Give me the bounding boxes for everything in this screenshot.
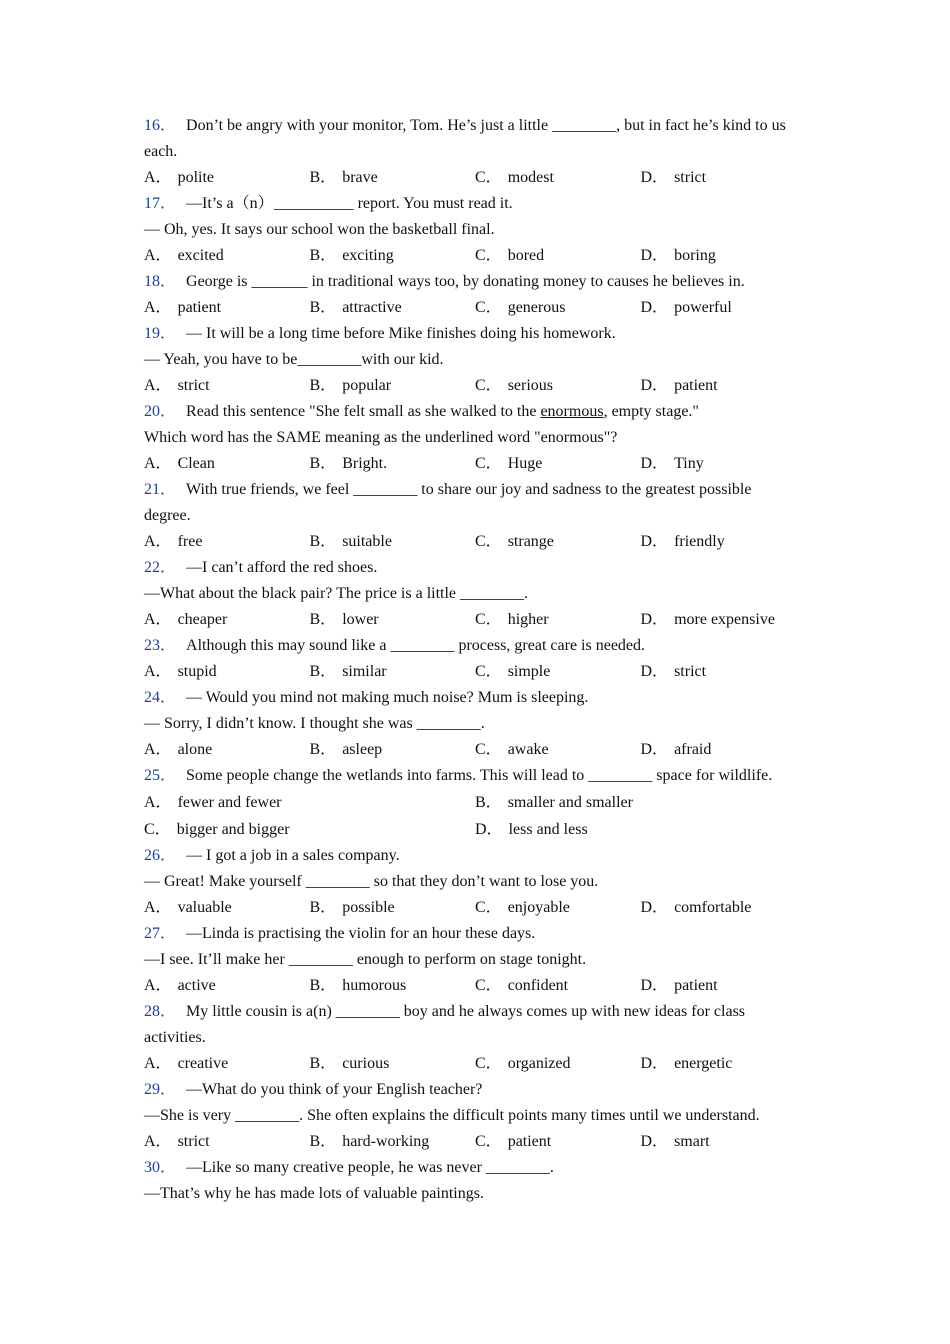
question-text: Don’t be angry with your monitor, Tom. He’s just a little ________, but in fact he’s kind to us [186,117,786,134]
answer-options [144,1051,824,1077]
question-text-continued: activities. [144,1029,206,1046]
option-d[interactable]: D． patient [640,977,718,994]
question-text: George is _______ in traditional ways too, by donating money to causes he believes in. [186,273,745,290]
option-c[interactable]: C． patient [475,1133,552,1150]
option-b[interactable]: B． exciting [309,247,394,264]
question-text: — Would you mind not making much noise? Mum is sleeping. [186,689,589,706]
option-b[interactable]: B． humorous [309,977,407,994]
option-c[interactable]: C． strange [475,533,554,550]
answer-options [144,165,824,191]
question-text-continued: each. [144,143,178,160]
question-stem: 30． —Like so many creative people, he was never ________. [144,1159,554,1176]
question-text: —It’s a（n）__________ report. You must read it. [186,195,513,212]
question-text: My little cousin is a(n) ________ boy and he always comes up with new ideas for class [186,1003,746,1020]
question-text: Although this may sound like a ________ process, great care is needed. [186,637,646,654]
option-c[interactable]: C． simple [475,663,551,680]
option-a[interactable]: A． patient [144,299,222,316]
option-b[interactable]: B． similar [309,663,387,680]
question-stem: 16． Don’t be angry with your monitor, Tom. He’s just a little ________, but in fact he’s kind to us [144,117,786,134]
question-stem: 25． Some people change the wetlands into farms. This will lead to ________ space for wildlife. [144,767,773,784]
question-text: — It will be a long time before Mike finishes doing his homework. [186,325,616,342]
question-number: 23 [144,637,160,654]
option-a[interactable]: A． free [144,533,203,550]
question-23 [144,633,824,685]
question-24 [144,685,824,763]
question-number: 17 [144,195,160,212]
option-b[interactable]: B． suitable [309,533,392,550]
option-a[interactable]: A． excited [144,247,224,264]
option-c[interactable]: C． bigger and bigger [144,821,290,838]
question-number: 30 [144,1159,160,1176]
question-text-continued: Which word has the SAME meaning as the underlined word "enormous"? [144,429,618,446]
dialogue-line: — Oh, yes. It says our school won the basketball final. [144,221,495,238]
option-d[interactable]: D． strict [640,169,707,186]
option-d[interactable]: D． energetic [640,1055,733,1072]
question-stem: 28． My little cousin is a(n) ________ boy and he always comes up with new ideas for class [144,1003,746,1020]
question-22 [144,555,824,633]
question-text: With true friends, we feel ________ to share our joy and sadness to the greatest possible [186,481,752,498]
question-text-continued: degree. [144,507,191,524]
option-a[interactable]: A． fewer and fewer [144,794,282,811]
dialogue-line: — Yeah, you have to be________with our kid. [144,351,444,368]
question-17 [144,191,824,269]
dialogue-line: —That’s why he has made lots of valuable paintings. [144,1185,484,1202]
question-number: 25 [144,767,160,784]
answer-options [144,607,824,633]
option-d[interactable]: D． friendly [640,533,725,550]
question-stem: 22． —I can’t afford the red shoes. [144,559,378,576]
question-stem: 29． —What do you think of your English teacher? [144,1081,483,1098]
option-c[interactable]: C． organized [475,1055,571,1072]
question-30 [144,1155,824,1207]
answer-options [144,659,824,685]
option-c[interactable]: C． generous [475,299,566,316]
dialogue-line: —She is very ________. She often explains the difficult points many times until we understand. [144,1107,760,1124]
option-c[interactable]: C． higher [475,611,549,628]
option-c[interactable]: C． Huge [475,455,543,472]
question-text: — I got a job in a sales company. [186,847,400,864]
question-number: 20 [144,403,160,420]
option-d[interactable]: D． boring [640,247,716,264]
option-b[interactable]: B． Bright. [309,455,388,472]
question-number: 19 [144,325,160,342]
answer-options [144,295,824,321]
option-a[interactable]: A． strict [144,1133,210,1150]
option-b[interactable]: B． curious [309,1055,390,1072]
dialogue-line: — Sorry, I didn’t know. I thought she was ________. [144,715,485,732]
option-a[interactable]: A． strict [144,377,210,394]
dialogue-line: —What about the black pair? The price is a little ________. [144,585,529,602]
question-text: —Linda is practising the violin for an hour these days. [186,925,536,942]
option-b[interactable]: B． lower [309,611,379,628]
answer-options [144,789,824,843]
question-number: 18 [144,273,160,290]
option-c[interactable]: C． enjoyable [475,899,570,916]
question-number: 26 [144,847,160,864]
question-27 [144,921,824,999]
option-a[interactable]: A． Clean [144,455,215,472]
question-stem: 18． George is _______ in traditional ways too, by donating money to causes he believes in. [144,273,745,290]
option-b[interactable]: B． attractive [309,299,402,316]
option-a[interactable]: A． valuable [144,899,232,916]
answer-options [144,243,824,269]
option-d[interactable]: D． afraid [640,741,712,758]
question-text: —What do you think of your English teacher? [186,1081,483,1098]
option-a[interactable]: A． creative [144,1055,229,1072]
question-number: 27 [144,925,160,942]
option-b[interactable]: B． popular [309,377,392,394]
answer-options [144,737,824,763]
dialogue-line: — Great! Make yourself ________ so that they don’t want to lose you. [144,873,599,890]
option-c[interactable]: C． bored [475,247,545,264]
question-number: 29 [144,1081,160,1098]
answer-options [144,1129,824,1155]
option-a[interactable]: A． polite [144,169,214,186]
option-a[interactable]: A． stupid [144,663,217,680]
option-c[interactable]: C． modest [475,169,554,186]
question-28 [144,999,824,1077]
question-20 [144,399,824,477]
question-stem: 23． Although this may sound like a ________ process, great care is needed. [144,637,646,654]
question-number: 24 [144,689,160,706]
option-d[interactable]: D． smart [640,1133,710,1150]
question-number: 21 [144,481,160,498]
question-16 [144,113,824,191]
dialogue-line: —I see. It’ll make her ________ enough to perform on stage tonight. [144,951,587,968]
option-a[interactable]: A． cheaper [144,611,228,628]
answer-options [144,451,824,477]
option-d[interactable]: D． more expensive [640,611,775,628]
underlined-word: enormous [540,403,604,420]
question-stem: 26． — I got a job in a sales company. [144,847,400,864]
question-text: —I can’t afford the red shoes. [186,559,378,576]
option-b[interactable]: B． hard-working [309,1133,430,1150]
answer-options [144,529,824,555]
option-d[interactable]: D． strict [640,663,707,680]
option-a[interactable]: A． alone [144,741,213,758]
question-stem: 20． Read this sentence "She felt small as she walked to the enormous, empty stage." [144,403,699,420]
option-b[interactable]: B． possible [309,899,395,916]
answer-options [144,373,824,399]
question-29 [144,1077,824,1155]
option-c[interactable]: C． awake [475,741,549,758]
option-d[interactable]: D． powerful [640,299,732,316]
question-number: 16 [144,117,160,134]
question-stem: 17． —It’s a（n）__________ report. You must read it. [144,195,513,212]
exam-page [144,113,824,1207]
question-stem: 24． — Would you mind not making much noise? Mum is sleeping. [144,689,589,706]
question-26 [144,843,824,921]
option-d[interactable]: D． less and less [475,821,588,838]
option-b[interactable]: B． smaller and smaller [475,794,633,811]
option-d[interactable]: D． patient [640,377,718,394]
question-text: Some people change the wetlands into farms. This will lead to ________ space for wildlife. [186,767,773,784]
answer-options [144,973,824,999]
question-stem: 27． —Linda is practising the violin for an hour these days. [144,925,536,942]
question-19 [144,321,824,399]
option-b[interactable]: B． brave [309,169,378,186]
option-c[interactable]: C． serious [475,377,554,394]
question-25 [144,763,824,843]
option-a[interactable]: A． active [144,977,216,994]
question-text: —Like so many creative people, he was never ________. [186,1159,554,1176]
question-number: 28 [144,1003,160,1020]
question-stem: 21． With true friends, we feel ________ to share our joy and sadness to the greatest possible [144,481,752,498]
option-c[interactable]: C． confident [475,977,569,994]
question-stem: 19． — It will be a long time before Mike finishes doing his homework. [144,325,616,342]
answer-options [144,895,824,921]
question-21 [144,477,824,555]
option-b[interactable]: B． asleep [309,741,383,758]
question-number: 22 [144,559,160,576]
option-d[interactable]: D． Tiny [640,455,704,472]
question-18 [144,269,824,321]
option-d[interactable]: D． comfortable [640,899,752,916]
